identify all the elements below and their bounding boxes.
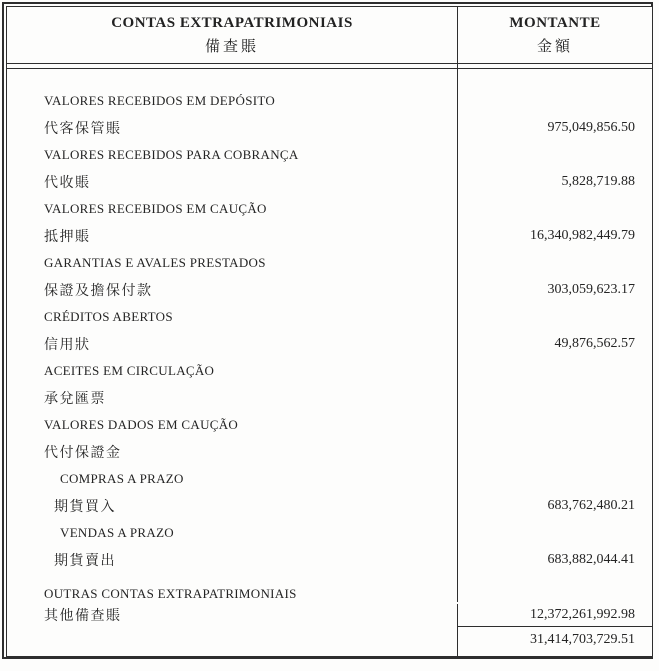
account-name-pt: VALORES DADOS EM CAUÇÃO [44, 416, 239, 432]
table-row-zh [7, 168, 652, 195]
table-row-pt [7, 87, 652, 114]
body-top-padding [7, 69, 652, 87]
account-name-pt: VALORES RECEBIDOS PARA COBRANÇA [44, 146, 299, 162]
amount-value: 12,372,261,992.98 [457, 604, 652, 626]
amount-value: 16,340,982,449.79 [457, 222, 652, 249]
account-name-pt: ACEITES EM CIRCULAÇÃO [44, 362, 215, 378]
divider-right-segment [457, 64, 652, 68]
account-name-pt: VENDAS A PRAZO [60, 524, 174, 540]
account-name-zh: 保證及擔保付款 [44, 283, 153, 299]
amount-cell-empty [457, 357, 652, 384]
table-row-pt [7, 357, 652, 384]
account-name-pt: VALORES RECEBIDOS EM CAUÇÃO [44, 200, 267, 216]
amount-cell-empty [457, 141, 652, 168]
account-name-zh: 其他備查賬 [44, 609, 122, 624]
table-row-zh [7, 384, 652, 411]
table-row-total [7, 626, 652, 652]
amount-value [457, 384, 652, 411]
account-name-zh: 期貨買入 [54, 499, 116, 515]
table-body [7, 69, 652, 656]
table-row-pt [7, 303, 652, 330]
amount-cell-empty [457, 303, 652, 330]
table-row-pt [7, 465, 652, 492]
table-row-zh [7, 492, 652, 519]
header-accounts-column [7, 7, 457, 63]
table-row-zh [7, 276, 652, 303]
table-row-pt [7, 411, 652, 438]
header-accounts-title-pt: CONTAS EXTRAPATRIMONIAIS [111, 14, 353, 31]
table-row-pt [7, 195, 652, 222]
amount-cell-empty [457, 519, 652, 546]
table-header [7, 7, 652, 64]
amount-value: 5,828,719.88 [457, 168, 652, 195]
table-row-pt [7, 519, 652, 546]
amount-value [457, 438, 652, 465]
table-row-zh [7, 604, 652, 626]
account-name-zh: 代收賬 [44, 175, 91, 191]
table-row-zh [7, 330, 652, 357]
total-amount-value: 31,414,703,729.51 [457, 626, 652, 652]
amount-cell-empty [457, 87, 652, 114]
table-row-zh [7, 438, 652, 465]
amount-value: 683,762,480.21 [457, 492, 652, 519]
amount-value: 683,882,044.41 [457, 546, 652, 573]
amount-cell-empty [457, 195, 652, 222]
amount-cell-empty [457, 465, 652, 492]
body-bottom-filler [7, 652, 652, 656]
header-amount-title-zh: 金額 [536, 38, 573, 55]
table-row-pt [7, 249, 652, 276]
amount-value: 303,059,623.17 [457, 276, 652, 303]
table-row-zh [7, 114, 652, 141]
amount-cell-empty [457, 573, 652, 602]
header-amount-column [457, 7, 652, 63]
account-name-pt: VALORES RECEBIDOS EM DEPÓSITO [44, 92, 276, 108]
table-rows [7, 87, 652, 626]
amount-cell-empty [457, 411, 652, 438]
amount-cell-empty [457, 249, 652, 276]
account-name-pt: OUTRAS CONTAS EXTRAPATRIMONIAIS [44, 586, 297, 601]
account-name-zh: 代客保管賬 [44, 121, 122, 137]
account-name-pt: COMPRAS A PRAZO [60, 470, 184, 486]
amount-value: 49,876,562.57 [457, 330, 652, 357]
account-name-zh: 代付保證金 [44, 445, 122, 461]
account-name-zh: 期貨賣出 [54, 553, 116, 569]
table-row-zh [7, 546, 652, 573]
account-name-pt: GARANTIAS E AVALES PRESTADOS [44, 254, 266, 270]
table-row-pt [7, 573, 652, 604]
header-amount-title-pt: MONTANTE [509, 14, 601, 31]
account-name-zh: 承兌匯票 [44, 391, 106, 407]
extrapatrimonial-accounts-table [6, 6, 653, 657]
table-row-zh [7, 222, 652, 249]
amount-value: 975,049,856.50 [457, 114, 652, 141]
account-name-zh: 抵押賬 [44, 229, 91, 245]
account-name-zh: 信用狀 [44, 337, 91, 353]
header-accounts-title-zh: 備查賬 [204, 38, 259, 55]
account-name-pt: CRÉDITOS ABERTOS [44, 308, 173, 324]
table-row-pt [7, 141, 652, 168]
divider-left-segment [7, 64, 457, 68]
